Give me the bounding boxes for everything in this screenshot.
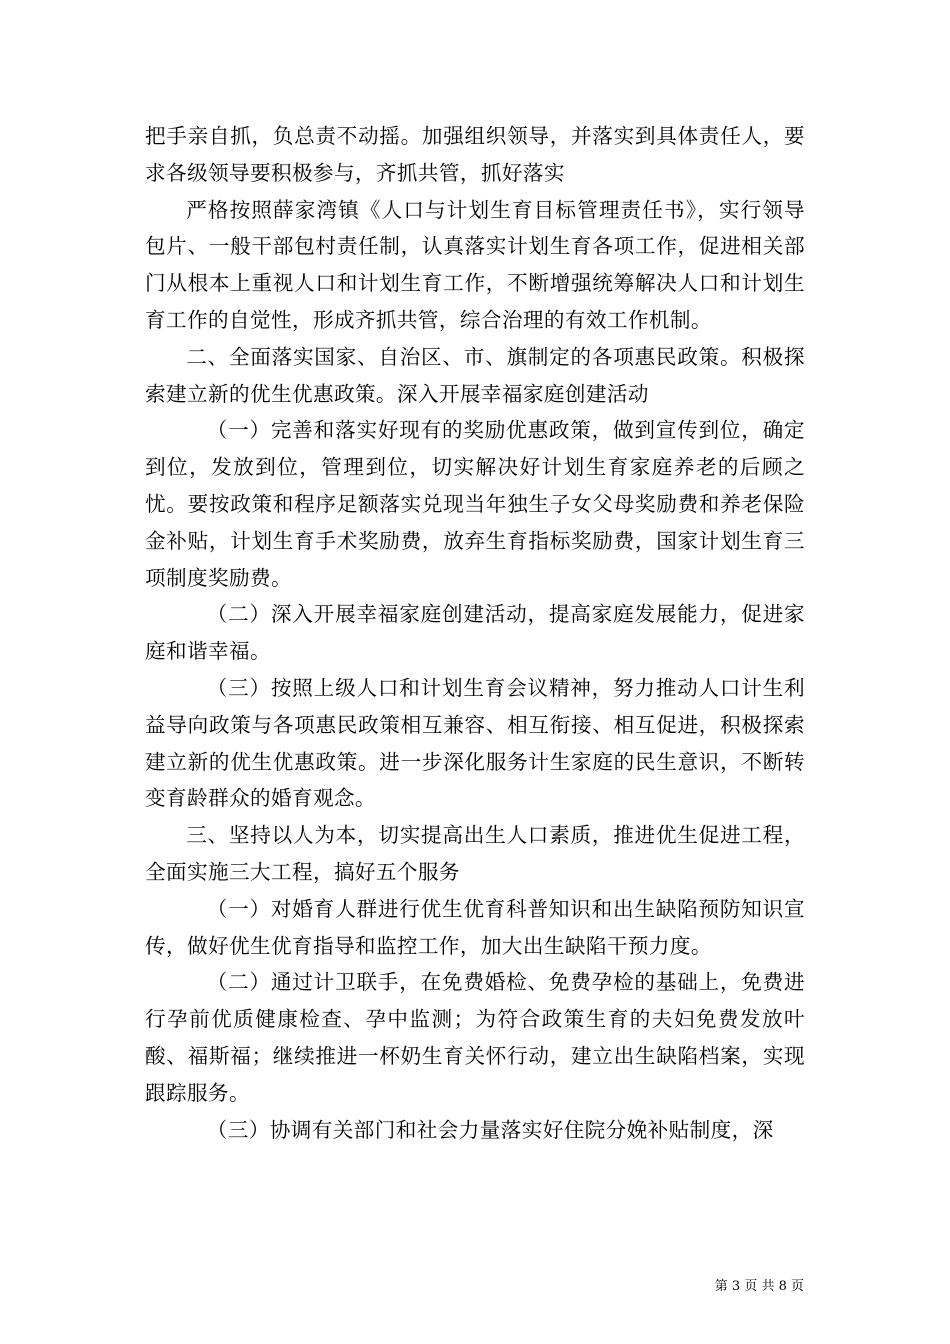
document-body: [145, 118, 805, 1148]
page-number-footer: 第 3 页 共 8 页: [714, 1279, 804, 1294]
paragraph-3-2: （二）通过计卫联手，在免费婚检、免费孕检的基础上，免费进行孕前优质健康检查、孕中监测；为符合政策生育的夫妇免费发放叶酸、福斯福；继续推进一杯奶生育关怀行动，建立出生缺陷档案，实现跟踪服务。: [145, 970, 805, 1105]
paragraph-2-2: （二）深入开展幸福家庭创建活动，提高家庭发展能力，促进家庭和谐幸福。: [145, 602, 805, 664]
paragraph-2: 严格按照薛家湾镇《人口与计划生育目标管理责任书》，实行领导包片、一般干部包村责任制，认真落实计划生育各项工作，促进相关部门从根本上重视人口和计划生育工作，不断增强统筹解决人口和计划生育工作的自觉性，形成齐抓共管，综合治理的有效工作机制。: [145, 197, 805, 332]
paragraph-1: 把手亲自抓，负总责不动摇。加强组织领导，并落实到具体责任人，要求各级领导要积极参与，齐抓共管，抓好落实: [145, 124, 805, 185]
section-heading-3: 三、坚持以人为本，切实提高出生人口素质，推进优生促进工程，全面实施三大工程，搞好五个服务: [145, 823, 805, 884]
paragraph-3-3: （三）协调有关部门和社会力量落实好住院分娩补贴制度，深: [206, 1117, 774, 1142]
paragraph-3-1: （一）对婚育人群进行优生优育科普知识和出生缺陷预防知识宣传，做好优生优育指导和监控工作，加大出生缺陷干预力度。: [145, 896, 805, 958]
paragraph-2-1: （一）完善和落实好现有的奖励优惠政策，做到宣传到位，确定到位，发放到位，管理到位，切实解决好计划生育家庭养老的后顾之忧。要按政策和程序足额落实兑现当年独生子女父母奖励费和养老保险金补贴，计划生育手术奖励费，放弃生育指标奖励费，国家计划生育三项制度奖励费。: [145, 418, 805, 590]
section-heading-2: 二、全面落实国家、自治区、市、旗制定的各项惠民政策。积极探索建立新的优生优惠政策。深入开展幸福家庭创建活动: [145, 344, 805, 406]
paragraph-2-3: （三）按照上级人口和计划生育会议精神，努力推动人口计生利益导向政策与各项惠民政策相互兼容、相互衔接、相互促进，积极探索建立新的优生优惠政策。进一步深化服务计生家庭的民生意识，不断转变育龄群众的婚育观念。: [145, 675, 805, 811]
